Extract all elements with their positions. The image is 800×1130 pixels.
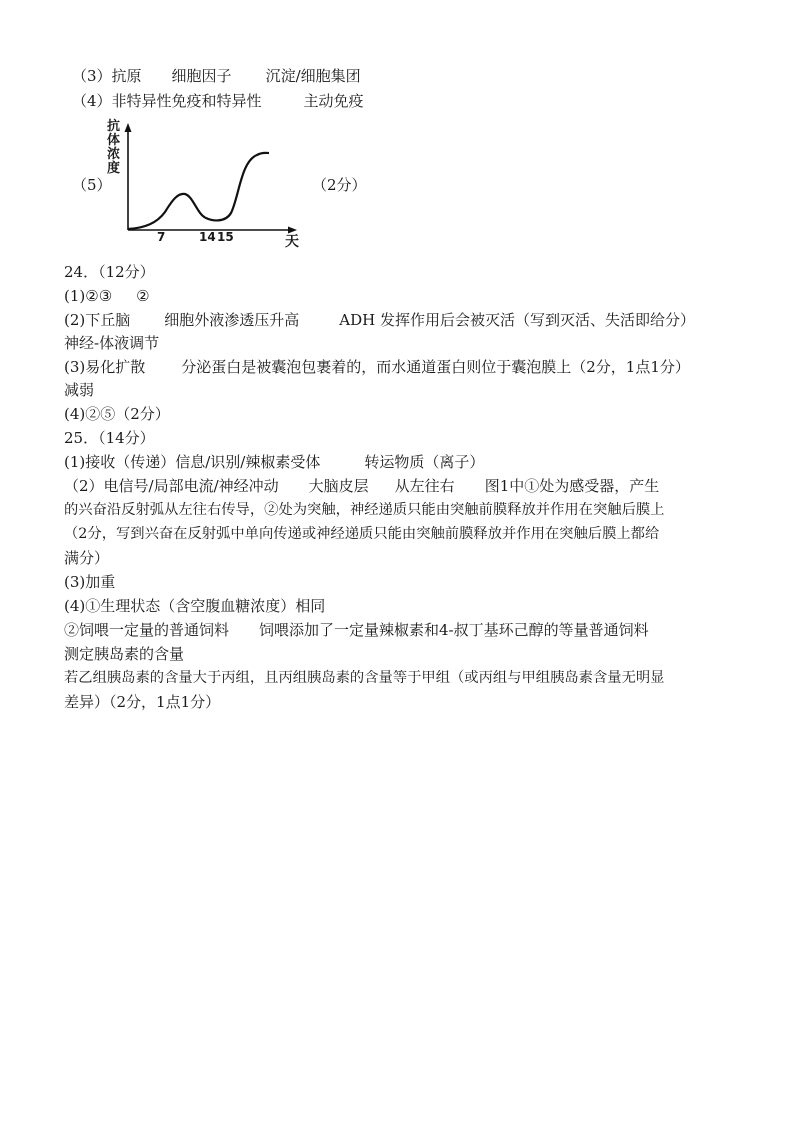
x-axis-label: 天 <box>285 234 299 250</box>
q24-part2-line <box>64 310 695 330</box>
q24-part1-line <box>64 286 150 306</box>
q25-part2-answer-b: 大脑皮层 <box>308 477 369 495</box>
y-label-char: 度 <box>107 161 121 176</box>
q25-part1-answer-b: 转运物质（离子） <box>364 453 485 471</box>
y-label-char: 体 <box>107 133 121 148</box>
q25-part2-line1 <box>64 476 659 496</box>
x-tick-14: 14 <box>199 230 216 244</box>
q25-part4-answer-c: 测定胰岛素的含量 <box>64 645 185 663</box>
q24-header: 24．（12分） <box>64 263 155 281</box>
q23-part4-line <box>72 91 364 111</box>
y-label-char: 浓 <box>107 147 121 162</box>
y-label-char: 抗 <box>107 119 121 134</box>
q25-part2-answer-d: 图1中①处为感受器，产生 <box>484 477 660 495</box>
x-tick-7: 7 <box>157 230 166 244</box>
antibody-curve <box>128 153 269 229</box>
q25-part4-answer-d1: 若乙组胰岛素的含量大于丙组，且丙组胰岛素的含量等于甲组（或丙组与甲组胰岛素含量无明显 <box>64 670 665 686</box>
q25-part1-answer-a: (1)接收（传递）信息/识别/辣椒素受体 <box>64 453 321 471</box>
q25-part4-line-b <box>64 620 649 640</box>
q24-part3-answer-a: (3)易化扩散 <box>64 358 146 376</box>
x-tick-15: 15 <box>217 230 234 244</box>
q25-part4-answer-a: (4)①生理状态（含空腹血糖浓度）相同 <box>64 597 326 615</box>
q25-header: 25．（14分） <box>64 429 155 447</box>
q25-part4-answer-b1: ②饲喂一定量的普通饲料 <box>64 621 230 639</box>
q24-part3-answer-c: 减弱 <box>64 381 95 399</box>
q25-part4-answer-d2: 差异）（2分，1点1分） <box>64 693 221 711</box>
q23-part5-score: （2分） <box>312 176 367 194</box>
q25-part1-line <box>64 452 484 472</box>
q24-part3-line <box>64 357 690 377</box>
q25-part2-line4: 满分） <box>64 549 110 567</box>
antibody-graph <box>105 117 305 252</box>
q24-part2-answer-b: 细胞外液渗透压升高 <box>164 311 300 329</box>
q24-part1-answer-b: ② <box>136 287 150 305</box>
y-axis-arrow <box>125 123 132 132</box>
q23-part3-line <box>72 66 361 86</box>
q24-part4: (4)②⑤（2分） <box>64 405 170 423</box>
q24-part2-answer-d: 神经-体液调节 <box>64 334 160 352</box>
q23-part4-answer-a: 主动免疫 <box>303 92 364 110</box>
q25-part2-answer-c: 从左往右 <box>394 477 455 495</box>
q23-part3-answer-a: 细胞因子 <box>171 67 232 85</box>
q25-part4-answer-b2: 饲喂添加了一定量辣椒素和4-叔丁基环己醇的等量普通饲料 <box>259 621 649 639</box>
y-axis-label <box>107 120 125 176</box>
q23-part3-answer-b: 沉淀/细胞集团 <box>265 67 361 85</box>
q25-part2-line2: 的兴奋沿反射弧从左往右传导，②处为突触，神经递质只能由突触前膜释放并作用在突触后膜上 <box>64 502 665 518</box>
q23-part5-num: （5） <box>72 176 112 194</box>
q24-part3-answer-b: 分泌蛋白是被囊泡包裹着的，而水通道蛋白则位于囊泡膜上（2分，1点1分） <box>181 358 690 376</box>
q24-part2-answer-a: (2)下丘脑 <box>64 311 131 329</box>
q25-part2-answer-a: （2）电信号/局部电流/神经冲动 <box>64 477 279 495</box>
q25-part2-line3: （2分，写到兴奋在反射弧中单向传递或神经递质只能由突触前膜释放并作用在突触后膜上都给 <box>64 526 660 542</box>
q24-part1-answer-a: (1)②③ <box>64 287 113 305</box>
q24-part2-answer-c: ADH 发挥作用后会被灭活（写到灭活、失活即给分） <box>339 311 695 329</box>
q25-part3: (3)加重 <box>64 573 116 591</box>
q23-part4-num: （4）非特异性免疫和特异性 <box>72 92 262 110</box>
q23-part3-num: （3）抗原 <box>72 67 142 85</box>
